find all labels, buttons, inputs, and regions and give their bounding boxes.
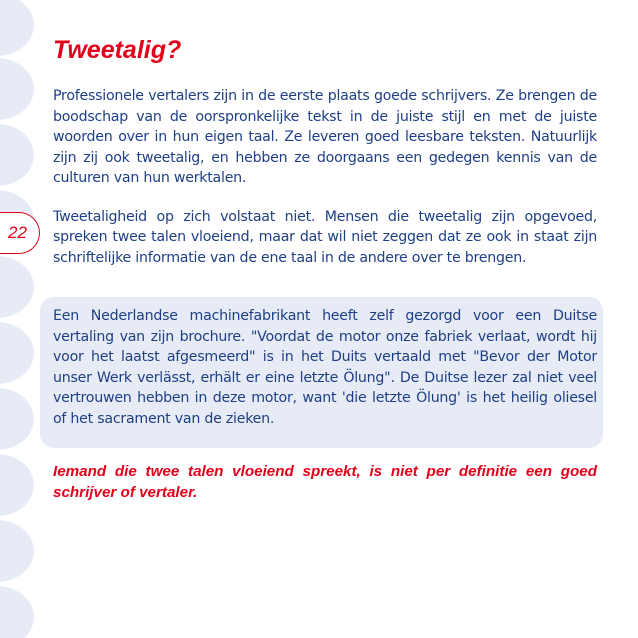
article-title: Tweetalig?: [53, 36, 182, 64]
page-number: 22: [0, 212, 40, 254]
binder-circle: [0, 586, 34, 638]
binder-circle: [0, 520, 34, 582]
article-body: [53, 36, 597, 268]
binder-circle: [0, 322, 34, 384]
binder-circle: [0, 0, 34, 56]
binder-circle: [0, 388, 34, 450]
binder-circle: [0, 454, 34, 516]
paragraph-bilingualism: Tweetaligheid op zich volstaat niet. Mensen die tweetalig zijn opgevoed, spreken twee talen vloeiend, maar dat wil niet zeggen dat ze ook in staat zijn schriftelijke informatie van de ene taal in de andere over te brengen.: [53, 208, 597, 266]
paragraph-example: Een Nederlandse machinefabrikant heeft zelf gezorgd voor een Duitse vertaling van zijn brochure. "Voordat de motor onze fabriek verlaat, wordt hij voor het laatst afgesmeerd" is in het Duits vertaald met "Bevor der Motor unser Werk verlässt, erhält er eine letzte Ölung". De Duitse lezer zal niet veel vertrouwen hebben in deze motor, want 'die letzte Ölung' is het heilig oliesel of het sacrament van de zieken.: [53, 308, 597, 427]
binder-circle: [0, 124, 34, 186]
conclusion-statement: Iemand die twee talen vloeiend spreekt, is niet per definitie een goed schrijver of vertaler.: [53, 463, 597, 501]
example-box-content: [53, 306, 597, 429]
binder-circle: [0, 58, 34, 120]
binder-circle: [0, 256, 34, 318]
paragraph-intro: Professionele vertalers zijn in de eerste plaats goede schrijvers. Ze brengen de boodschap van de oorspronkelijke tekst in de juiste stijl en met de juiste woorden over in hun eigen taal. Ze leveren goed leesbare teksten. Natuurlijk zijn zij ook tweetalig, en hebben ze doorgaans een gedegen kennis van de culturen van hun werktalen.: [53, 88, 597, 186]
